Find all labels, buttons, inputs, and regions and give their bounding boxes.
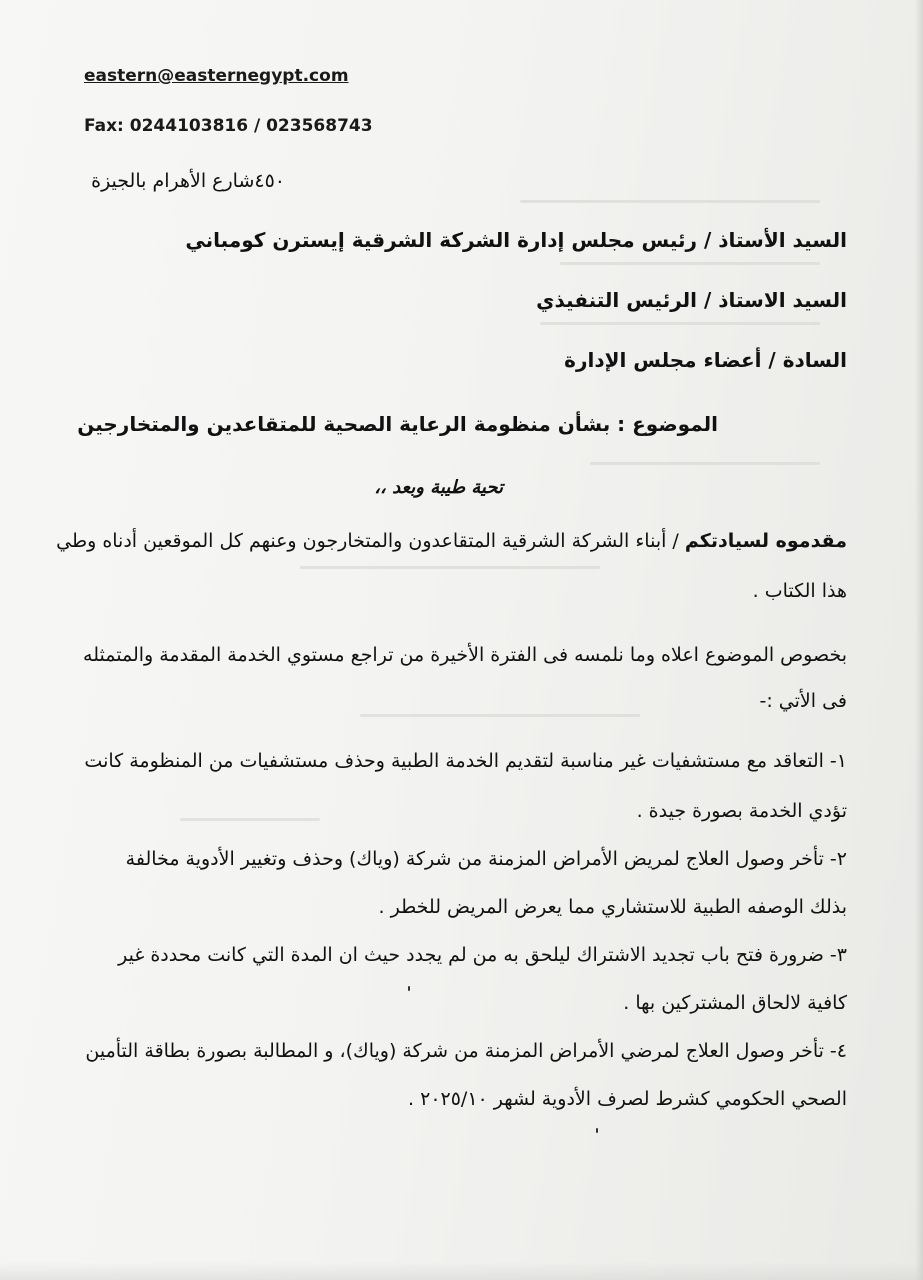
paragraph-line-1: بخصوص الموضوع اعلاه وما نلمسه فى الفترة الأخيرة من تراجع مستوي الخدمة المقدمة والمتمثله: [83, 644, 847, 666]
subject-line: الموضوع : بشأن منظومة الرعاية الصحية للمتقاعدين والمتخارجين: [77, 412, 718, 436]
list-item-text: تأخر وصول العلاج لمريض الأمراض المزمنة من شركة (وياك) وحذف وتغيير الأدوية مخالفة: [125, 848, 824, 870]
page-bottom-shadow: [0, 1262, 923, 1280]
list-item-text: التعاقد مع مستشفيات غير مناسبة لتقديم الخدمة الطبية وحذف مستشفيات من المنظومة كانت: [84, 750, 824, 772]
show-through-line: [560, 262, 820, 265]
intro-line-1: [56, 530, 847, 552]
list-item-3: [118, 944, 847, 966]
show-through-line: [300, 566, 600, 569]
show-through-line: [180, 818, 320, 821]
list-item-4: [85, 1040, 847, 1062]
list-item-1-continuation: تؤدي الخدمة بصورة جيدة .: [636, 800, 847, 822]
show-through-line: [540, 322, 820, 325]
greeting: تحية طيبة وبعد ،،: [374, 477, 503, 498]
intro-line-2: هذا الكتاب .: [752, 580, 847, 602]
list-item-2: [126, 848, 847, 870]
list-item-number: ٣-: [829, 944, 847, 966]
list-item-number: ٤-: [829, 1040, 847, 1062]
addressee-board: السادة / أعضاء مجلس الإدارة: [564, 348, 847, 372]
list-item-number: ٢-: [829, 848, 847, 870]
list-item-text: تأخر وصول العلاج لمرضي الأمراض المزمنة من شركة (وياك)، و المطالبة بصورة بطاقة التأمين: [85, 1040, 824, 1062]
list-item-4-continuation: الصحي الحكومي كشرط لصرف الأدوية لشهر ٢٠٢٥/١٠ .: [408, 1088, 847, 1110]
fax-numbers: Fax: 0244103816 / 023568743: [84, 116, 373, 136]
show-through-line: [520, 200, 820, 203]
page-edge-shadow: [915, 0, 923, 1280]
show-through-line: [590, 462, 820, 465]
postal-address: ٤٥٠شارع الأهرام بالجيزة: [91, 170, 285, 192]
intro-lead: مقدموه لسيادتكم: [684, 530, 847, 552]
email-address: eastern@easternegypt.com: [84, 66, 349, 86]
list-item-3-continuation: كافية لالحاق المشتركين بها .: [623, 992, 847, 1014]
show-through-line: [360, 714, 640, 717]
paragraph-line-2: فى الأتي :-: [759, 690, 847, 712]
list-item-1: [84, 750, 847, 772]
addressee-ceo: السيد الاستاذ / الرئيس التنفيذي: [536, 288, 847, 312]
list-item-2-continuation: بذلك الوصفه الطبية للاستشاري مما يعرض المريض للخطر .: [378, 896, 847, 918]
ink-speck: [408, 986, 410, 991]
addressee-chairman: السيد الأستاذ / رئيس مجلس إدارة الشركة الشرقية إيسترن كومباني: [185, 228, 847, 252]
list-item-text: ضرورة فتح باب تجديد الاشتراك ليلحق به من لم يجدد حيث ان المدة التي كانت محددة غير: [118, 944, 824, 966]
list-item-number: ١-: [829, 750, 847, 772]
intro-line-1-rest: / أبناء الشركة الشرقية المتقاعدون والمتخارجون وعنهم كل الموقعين أدناه وطي: [56, 530, 685, 552]
ink-speck: [596, 1128, 598, 1133]
